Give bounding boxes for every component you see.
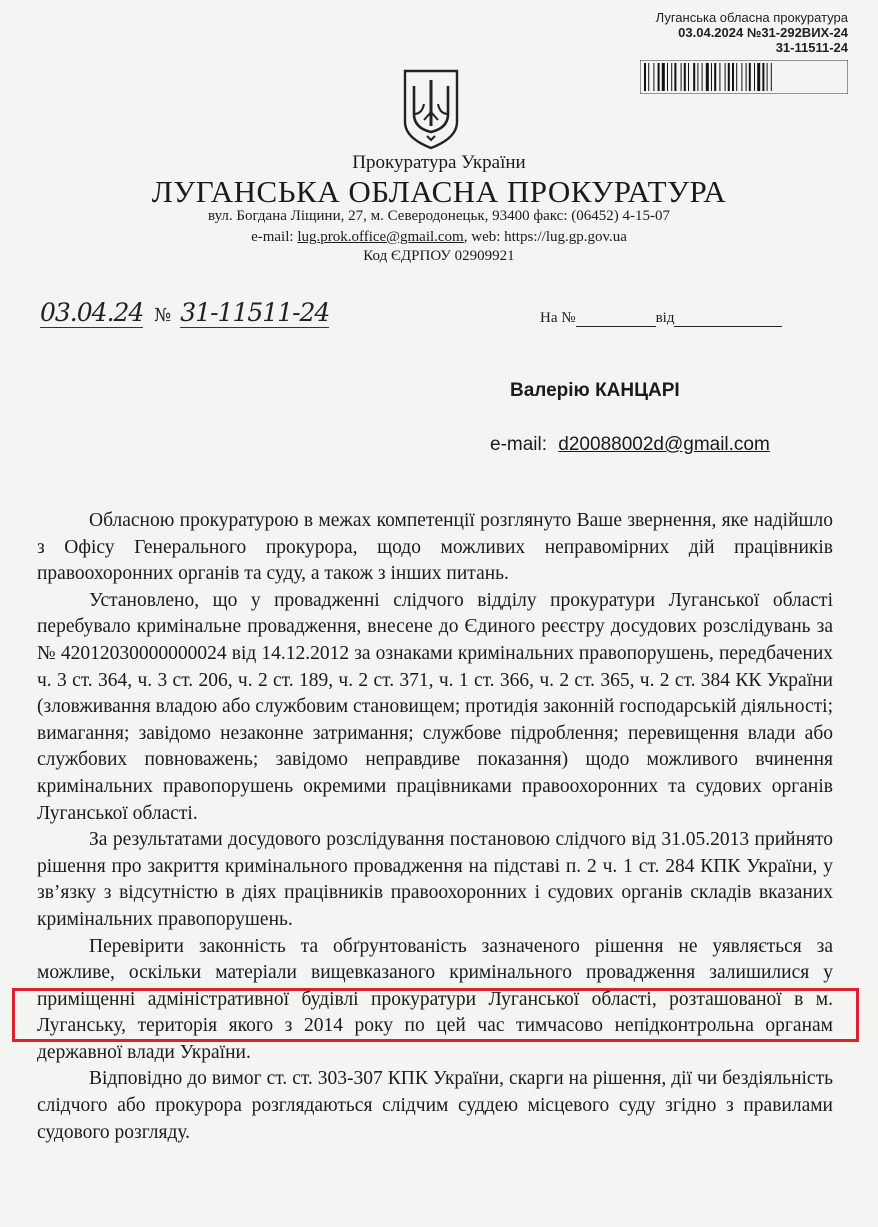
highlight-box	[12, 988, 859, 1042]
paragraph-case-closure: За результатами досудового розслідування постановою слідчого від 31.05.2013 прийнято рішення про закриття кримінального провадження на підставі п. 2 ч. 1 ст. 284 КПК України, у зв’язку з відсутністю в діях працівників правоохоронних і судових органів складів вказаних кримінальних правопорушень.	[37, 829, 833, 930]
recipient-email-line	[490, 434, 770, 456]
registration-date: 03.04.24	[40, 298, 144, 327]
reply-to-line	[540, 310, 782, 327]
office-email-link[interactable]: lug.prok.office@gmail.com	[297, 229, 464, 245]
recipient-email-link[interactable]: d20088002d@gmail.com	[558, 434, 770, 455]
office-address: вул. Богдана Ліщини, 27, м. Северодонецьк, 93400 факс: (06452) 4-15-07	[208, 208, 670, 224]
ministry-name: Прокуратура України	[352, 152, 526, 173]
trident-emblem-icon	[402, 68, 460, 150]
number-sign: №	[154, 305, 172, 326]
reply-number-blank	[576, 312, 656, 327]
stamp-outgoing-number: 03.04.2024 №31-292ВИХ-24	[678, 25, 848, 40]
registration-number	[40, 298, 329, 328]
office-web: , web: https://lug.gp.gov.ua	[463, 229, 627, 245]
office-title: ЛУГАНСЬКА ОБЛАСНА ПРОКУРАТУРА	[151, 174, 727, 209]
stamp-code: 31-11511-24	[775, 40, 848, 55]
reply-to-label: На №	[540, 310, 576, 326]
recipient-name: Валерію КАНЦАРІ	[510, 380, 680, 401]
stamp-office: Луганська обласна прокуратура	[655, 10, 848, 25]
letter-body	[37, 508, 833, 1146]
office-contacts	[0, 229, 878, 246]
paragraph-case-details: Установлено, що у провадженні слідчого відділу прокуратури Луганської області перебувало кримінальне провадження, внесене до Єдиного реєстру досудових розслідувань за № 42012030000000024 від 14.12.2012 за ознаками кримінальних правопорушень, передбачених ч. 3 ст. 364, ч. 3 ст. 206, ч. 2 ст. 189, ч. 2 ст. 371, ч. 1 ст. 366, ч. 2 ст. 365, ч. 2 ст. 384 КК України (зловживання владою або службовим становищем; протидія законній господарській діяльності; вимагання; завідомо незаконне затримання; службове підроблення; перевищення влади або службових повноважень; завідомо неправдиве показання) щодо можливого вчинення кримінальних правопорушень окремими працівниками правоохоронних та судових органів Луганської області.	[37, 589, 833, 824]
paragraph-verification-impossible: Перевірити законність та обґрунтованість зазначеного рішення не уявляється за можливе, оскільки матеріали вищевказаного кримінального провадження залишилися у приміщенні адміністративної будівлі прокуратури Луганської області, розташованої в м. Луганську, територія якого з 2014 року по цей час тимчасово непідконтрольна органам державної влади України.	[37, 935, 833, 1063]
registration-code: 31-11511-24	[180, 298, 330, 327]
barcode-icon	[640, 60, 848, 94]
reply-from-label: від	[655, 310, 675, 326]
registration-stamp	[638, 10, 848, 55]
paragraph-appeal-procedure: Відповідно до вимог ст. ст. 303-307 КПК України, скарги на рішення, дії чи бездіяльність слідчого або прокурора розглядаються слідчим суддею місцевого суду згідно з правилами судового розгляду.	[37, 1068, 833, 1143]
edrpou-code: Код ЄДРПОУ 02909921	[363, 248, 515, 264]
paragraph-intro: Обласною прокуратурою в межах компетенції розглянуто Ваше звернення, яке надійшло з Офісу Генерального прокурора, щодо можливих неправомірних дій працівників правоохоронних органів та суду, а також з інших питань.	[37, 510, 833, 585]
recipient-email-label: e-mail:	[490, 434, 548, 455]
reply-date-blank	[674, 312, 782, 327]
email-label: e-mail:	[251, 229, 294, 245]
